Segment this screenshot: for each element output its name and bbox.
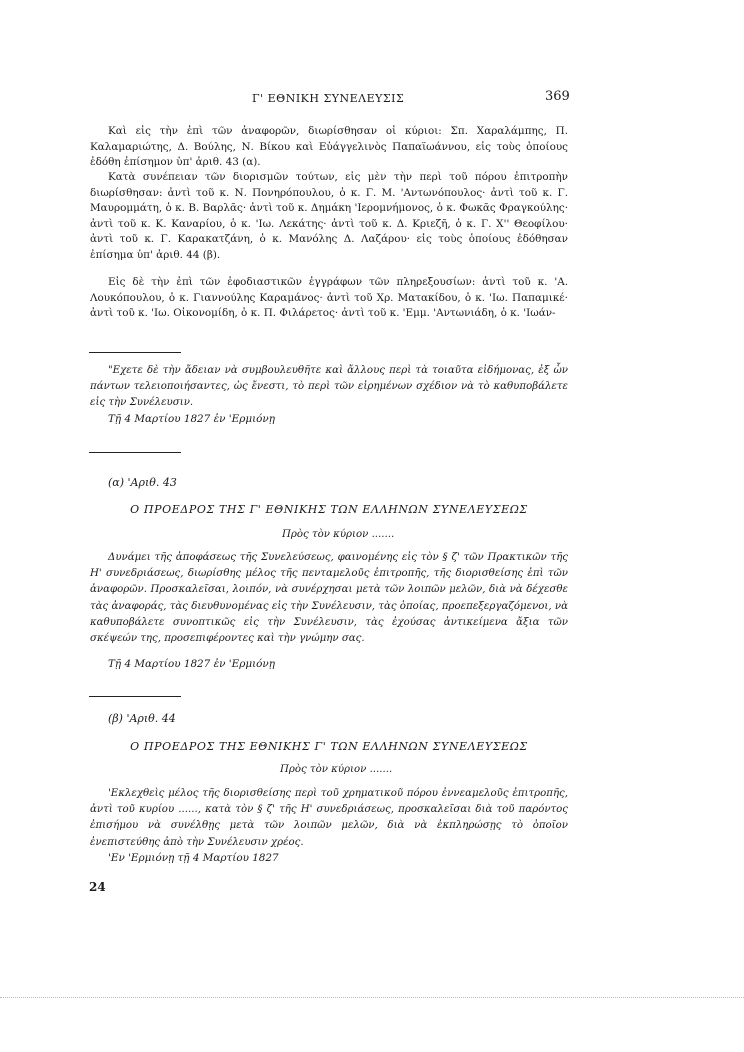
footnote-text: "Εχετε δὲ τὴν ἄδειαν νὰ συμβουλευθῆτε καὶ ἄλλους περὶ τὰ τοιαῦτα εἰδήμονας, ἐξ ὧν πάντων τελειοποιήσαντες, ὡς ἔνεστι, τὸ περὶ τῶν εἰρημένων σχέδιον νὰ τὸ καθυποβάλετε εἰς τὴν Συνέλευσιν. [90, 365, 568, 409]
footnote-label-a: (α) 'Αριθ. 43 [108, 476, 177, 489]
footnote-divider [89, 696, 181, 697]
footnote-text: Δυνάμει τῆς ἀποφάσεως τῆς Συνελεύσεως, φαινομένης εἰς τὸν § ζ' τῶν Πρακτικῶν τῆς Η' συνεδριάσεως, διωρίσθης μέλος τῆς πενταμελοῦς ἐπιτροπῆς, τῆς διορισθείσης ἐπὶ τῶν ἀναφορῶν. Προσκαλεῖσαι, λοιπόν, νὰ συνέρχησαι μετὰ τῶν λοιπῶν μελῶν, διὰ νὰ δέχεσθε τὰς ἀναφοράς, τὰς διευθυνομένας εἰς τὴν Συνέλευσιν, τὰς ὁποίας, προεπεξεργαζόμενοι, νὰ καθυποβάλετε συνοπτικῶς εἰς τὴν Συνέλευσιν, τὰς ἐχούσας ἀντικείμενα ἄξια τῶν σκέψεών της, προσεπιφέροντες καὶ τὴν γνώμην σας. [90, 552, 568, 645]
footnote-addressee: Πρὸς τὸν κύριον ....... [282, 529, 395, 540]
signature-mark: 24 [89, 880, 106, 894]
footnote-date: Τῇ 4 Μαρτίου 1827 ἐν 'Ερμιόνῃ [108, 413, 275, 425]
body-paragraph-1 [90, 124, 568, 171]
footnote-addressee: Πρὸς τὸν κύριον ....... [280, 764, 393, 775]
paragraph-text: Καὶ εἰς τὴν ἐπὶ τῶν ἀναφορῶν, διωρίσθησαν οἱ κύριοι: Σπ. Χαραλάμπης, Π. Καλαμαριώτης, Δ. Βούλης, Ν. Βίκου καὶ Εὐάγγελινὸς Παπαϊωάννου, εἰς τοὺς ὁποίους ἐδόθη ἐπίσημον ὑπ' ἀριθ. 43 (α). [90, 125, 568, 169]
paragraph-text: Κατὰ συνέπειαν τῶν διορισμῶν τούτων, εἰς μὲν τὴν περὶ τοῦ πόρου ἐπιτροπὴν διωρίσθησαν: ἀντὶ τοῦ κ. Ν. Πονηρόπουλου, ὁ κ. Γ. Μ. 'Αντωνόπουλος· ἀντὶ τοῦ κ. Γ. Μαυρομμάτη, ὁ κ. Β. Βαρλᾶς· ἀντὶ τοῦ κ. Δημάκη 'Ιερομνήμονος, ὁ κ. Φωκᾶς Φραγκούλης· ἀντὶ τοῦ κ. Κ. Καναρίου, ὁ κ. 'Ιω. Λεκάτης· ἀντὶ τοῦ κ. Δ. Κριεζῆ, ὁ κ. Γ. Χ'' Θεοφίλου· ἀντὶ τοῦ κ. Γ. Καρακατζάνη, ὁ κ. Μανόλης Δ. Λαζάρου· εἰς τοὺς ὁποίους ἐδόθησαν ἐπίσημα ὑπ' ἀριθ. 44 (β). [90, 171, 568, 261]
footnote-heading: Ο ΠΡΟΕΔΡΟΣ ΤΗΣ Γ' ΕΘΝΙΚΗΣ ΤΩΝ ΕΛΛΗΝΩΝ ΣΥΝΕΛΕΥΣΕΩΣ [130, 503, 528, 516]
body-paragraph-2 [90, 170, 568, 264]
body-paragraph-3 [90, 275, 568, 322]
footnote-body [90, 550, 568, 647]
scan-edge-divider [0, 997, 744, 998]
footnote-date: Τῇ 4 Μαρτίου 1827 ἐν 'Ερμιόνῃ [108, 658, 275, 670]
footnote-text: 'Εκλεχθεὶς μέλος τῆς διορισθείσης περὶ τοῦ χρηματικοῦ πόρου ἐννεαμελοῦς ἐπιτροπῆς, ἀντὶ τοῦ κυρίου ......, κατὰ τὸν § ζ' τῆς Η' συνεδριάσεως, προσκαλεῖσαι διὰ τοῦ παρόντος ἐπισήμου νὰ συνέλθῃς μετὰ τῶν λοιπῶν μελῶν, διὰ νὰ ἐκπληρώσῃς τὸ ὁποῖον ἐνεπιστεύθης ἀπὸ τὴν Συνέλευσιν χρέος. [90, 788, 568, 848]
footnote-date: 'Εν 'Ερμιόνῃ τῇ 4 Μαρτίου 1827 [108, 852, 279, 864]
footnote-divider [89, 352, 181, 353]
footnote-body [90, 786, 568, 851]
paragraph-text: Εἰς δὲ τὴν ἐπὶ τῶν ἐφοδιαστικῶν ἐγγράφων τῶν πληρεξουσίων: ἀντὶ τοῦ κ. 'Α. Λουκόπουλου, ὁ κ. Γιαννούλης Καραμάνος· ἀντὶ τοῦ Χρ. Ματακίδου, ὁ κ. 'Ιω. Παπαμικέ· ἀντὶ τοῦ κ. 'Ιω. Οἰκονομίδη, ὁ κ. Π. Φιλάρετος· ἀντὶ τοῦ κ. 'Εμμ. 'Αντωνιάδη, ὁ κ. 'Ιωάν- [90, 276, 568, 320]
footnote-continuation [90, 363, 568, 412]
running-head: Γ' ΕΘΝΙΚΗ ΣΥΝΕΛΕΥΣΙΣ [252, 92, 405, 105]
page-number: 369 [545, 89, 570, 104]
footnote-label-b: (β) 'Αριθ. 44 [108, 712, 176, 725]
footnote-heading: Ο ΠΡΟΕΔΡΟΣ ΤΗΣ ΕΘΝΙΚΗΣ Γ' ΤΩΝ ΕΛΛΗΝΩΝ ΣΥΝΕΛΕΥΣΕΩΣ [130, 740, 528, 753]
footnote-divider [89, 452, 181, 453]
